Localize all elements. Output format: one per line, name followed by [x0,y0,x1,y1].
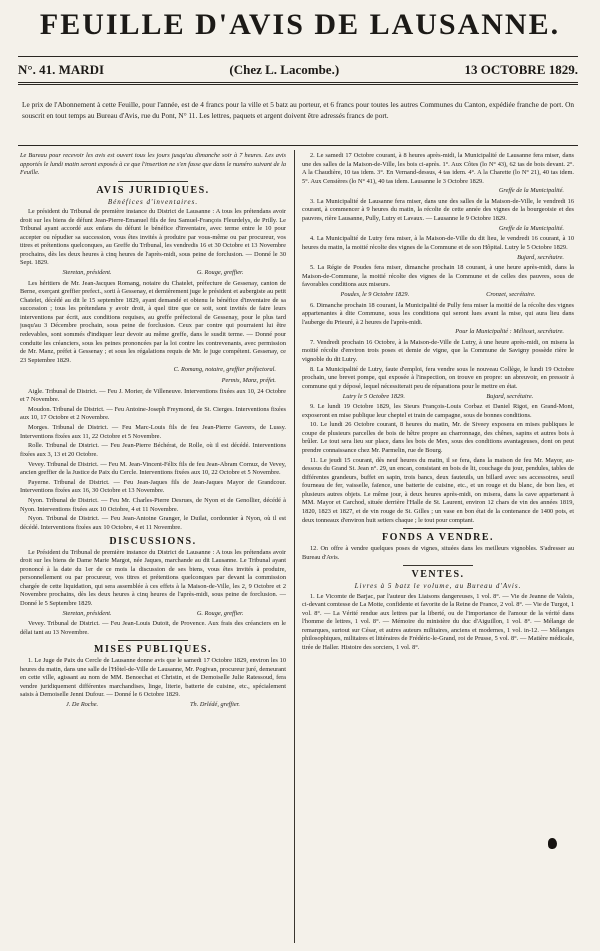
separator [118,640,188,641]
notice-paragraph: 8. La Municipalité de Lutry, faute d'emploi, fera vendre sous le nouveau Collège, le lundi 19 Octobre prochain, une brevet pompe, qui exposée à l'inspection, on trouve en propre: un abreuvoir, en pressoir à commune qui y déposé, lequel nécessiterait peu de réparations pour le mettre en état. [302,365,574,390]
signature-place-date: Poudes, le 9 Octobre 1829. [340,290,410,298]
notice-paragraph: 3. La Municipalité de Lausanne fera miser, dans une des salles de la Maison-de-Ville, le vendredi 16 courant, à commencer à 9 heures du matin, la récolte de cette année des vignes de la bourgeoisie et des pauvres, rière Lausanne, Pully, Lutry et Lavaux. — Lausanne le 9 Octobre 1829. [302,197,574,223]
avis-juridiques-heading: AVIS JURIDIQUES. [96,184,210,196]
mises-publiques-heading: MISES PUBLIQUES. [94,644,212,656]
signature [20,366,286,375]
notice-paragraph: Moudon. Tribunal de District. — Feu Antoine-Joseph Freymond, de St. Cierges. Interventions fixées aux 10, 17 Octobre et 2 Novembre. [20,405,286,422]
signature-president: Steretan, président. [62,609,112,617]
discussions-heading: DISCUSSIONS. [109,535,197,547]
signature [20,377,286,386]
signature-municipalite: Pour la Municipalité : Mélisset, secrétaire. [455,328,564,336]
left-column [20,152,286,945]
signature-president: Steretan, président. [62,269,112,277]
notice-paragraph: Rolle. Tribunal de District. — Feu Jean-Pierre Béchérat, de Rolle, où il est décédé. Interventions fixées aux 3, 13 et 20 Octobre. [20,442,286,458]
masthead-rule-top [18,56,578,57]
right-column [302,152,574,945]
notice-paragraph: Vevey. Tribunal de District. — Feu Jean-Louis Dutoit, de Provence. Aux frais des créanciers en le délai tant au 13 Novembre. [20,620,286,636]
dateline [18,62,578,78]
ventes-subheading: Livres à 5 batz le volume, au Bureau d'Avis. [354,582,522,591]
signature-secretaire: Bujard, secrétaire. [486,392,534,400]
issue-date: 13 OCTOBRE 1829. [464,62,578,77]
publisher: (Chez L. Lacombe.) [229,62,340,77]
notice-paragraph: Aigle. Tribunal de District. — Feu J. Morier, de Villeneuve. Interventions fixées aux 10, 24 Octobre et 7 Novembre. [20,387,286,404]
issue-number: N°. 41. MARDI [18,62,105,77]
signature [302,254,574,263]
notice-paragraph: 2. Le samedi 17 Octobre courant, à 8 heures après-midi, la Municipalité de Lausanne fera miser, dans une des salles de la Maison-de-Ville, les bois ci-après. 1°. Aux Côtes (lo N° 43), 62 tas de bois devant. 2°. A la Chaudière, 10 tas idem. 3°. En Vernand-dessus, 4 tas idem. 4°. A la Charette (lo N° 21), 40 tas idem. 5°. Aux Censières (lo N° 41), 40 tas idem. Lausanne le 3 Octobre 1829. [302,152,574,185]
notice-paragraph: Payerne. Tribunal de District. — Feu Jean-Jaques fils de Jean-Jaques Mayor de Grandcour. Interventions fixées aux 16, 30 Octobre et 13 Novembre. [20,478,286,495]
signature-notaire: C. Romang, notaire, greffier préfectoral. [173,366,276,374]
signature-place-date: Lutry le 5 Octobre 1829. [342,392,405,400]
signature-secretaire: Bujard, secrétaire. [517,253,564,261]
signature-permis: Permis, Manz, préfet. [221,376,276,384]
subscription-notice: Le prix de l'Abonnement à cette Feuille, pour l'année, est de 4 francs pour la ville et 5 batz au porteur, et 6 francs pour toutes les autres Communes du Canton, expédiée franche de port. On souscrit en tout temps au Bureau d'Avis, rue du Pont, N° 11. Les lettres, paquets et argent doivent être adressés francs de port. [22,100,574,120]
notice-paragraph: 4. La Municipalité de Lutry fera miser, à la Maison-de-Ville du dit lieu, le vendredi 16 courant, à 10 heures du matin, la moitié récolte des vignes de la Commune et de son Hôpital. Lutry le 5 Octobre 1829. [302,235,574,251]
notice-paragraph: Le président du Tribunal de première instance du District de Lausanne : A tous les prétendans avoir droit sur les biens de défunt Jean-Pierre-Emanuel fils de feu Samuel-François Fleurdelys, de Prilly. Le Tribunal ayant accordé aux enfans du défunt le bénéfice d'inventaire, avec terme entre le 10 pour accepter ou répudier sa succession, vous êtes invités à produire par vous-même ou par procureur, vos titres et prétentions quelconques, au Greffe du Tribunal, les vendredis 16 et 30 Octobre et 13 Novembre prochains, dès les deux heures à cinq heures de l'après-midi, sous peine de forclusion. — Donné le 30 Sept. 1829. [20,208,286,267]
ink-blot [548,838,557,849]
separator [118,181,188,182]
column-divider [294,150,295,943]
signature [302,291,574,300]
signature-greffe: Greffe de la Municipalité. [498,224,564,232]
masthead-title: FEUILLE D'AVIS DE LAUSANNE. [39,8,561,41]
notice-paragraph: Nyon. Tribunal de District. — Feu Jean-Antoine Granger, le Duilat, cordonnier à Nyon, où il est décédé. Interventions fixées aux 10 Octobre, 4 et 11 Novembre. [20,515,286,532]
fonds-a-vendre-heading: FONDS A VENDRE. [381,532,495,544]
masthead-rule-bottom [18,82,578,85]
notice-paragraph: 9. Le lundi 19 Octobre 1829, les Sieurs François-Louis Corbaz et Daniel Rigot, en Grand-Mont, exposeront en mise publique leur cheptel et train de campagne, sous de bonnes conditions. [302,403,574,419]
signature [20,610,286,619]
notice-paragraph: Les héritiers de Mr. Jean-Jacques Romang, notaire du Chatelet, préfecture de Gessenay, canton de Berne, exerçant greffier prefect., sorti à Gessenay, et dernièrement juge le président et aubergiste au petit Chatelet, décédé au dit le 15 septembre 1829, ayant demandé et obtenu le bénéfice d'inventaire de sa succession ; tous les prétendans y avoir droit, à quel titre que ce soit, sont invités de faire leurs interventions par écrit, aux conditions requises, au greffe préfectoral de Gessenay, pour le plus tard jusqu'au 3 Décembre prochain, sous peine de forclusion. Ceux par contre qui pourraient lui être redevables, sont sommés d'indiquer leur devoir au même greffe, dans le susdit terme. — Donné pour conduite les créanciers, sous les peines prononcées par la loi contre les contrevenants, avec permission de Mr. Manz, préfet à Gessenay ; et sous les régalations requis de Mr. le juge compétent. Gessenay, ce 23 Septembre 1829. [20,279,286,364]
signature [20,701,286,710]
separator [403,528,473,529]
subscription-rule [18,145,578,146]
notice-paragraph: 10. Le lundi 26 Octobre courant, 8 heures du matin, Mr. de Siveey exposera en mises publiques le coupe de plusieurs parcelles de bois de hêtre propre au charronnage, des chênes, sapins et autres bois à brûler. Le tout sera lieu sur place, dans les bois de Mex, sous des conditions avantageuses, dont on peut prendre connaissance chez Mr. Parmelin, rue de Bourg. [302,421,574,454]
benefices-subheading: Bénéfices d'inventaires. [107,197,199,206]
notice-paragraph: Morges. Tribunal de District. — Feu Marc-Louis fils de feu Jean-Pierre Gavrers, de Lussy. Interventions fixées aux 11, 22 Octobre et 5 Novembre. [20,424,286,440]
signature-greffe: Greffe de la Municipalité. [498,187,564,195]
office-notice: Le Bureau pour recevoir les avis est ouvert tous les jours jusqu'au dimanche soir à 7 heures. Les avis apportés le lundi matin seront exposés à ce que l'insertion ne s'en fasse que dans le numéro suivant de la Feuille. [20,152,286,177]
signature [302,328,574,337]
ventes-heading: VENTES. [411,569,465,581]
signature-greffier: G. Rouge, greffier. [196,609,244,617]
signature-greffier: Th. Drlédé, greffier. [190,701,241,709]
notice-paragraph: 1. Le Vicomte de Barjac, par l'auteur des Liaisons dangereuses, 1 vol. 8°. — Vie de Jeanne de Valois, ci-devant comtesse de La Motte, confidente et favorite de la Reine de France, 2 vol. 8°. — Vie de Turgot, 1 vol. 8°. — La Vérité rendue aux lettres par la liberté, ou de l'importance de l'amour de la vérité dans l'homme de lettres, 1 vol. 8°. — Mémoire du ministère du duc d'Aiguillon, 1 vol. 8°. — Mélange de remarques, surtout sur César, et autres auteurs militaires, anciens et modernes, 1 vol. in-12. — Mélanges philosophiques, militaires et littéraires de Frédéric-le-Grand, roi de Prusse, 5 vol. 8°. — Matière médicale, tirée de Haller. Histoire des sorciers, 1 vol. 8°. [302,592,574,652]
notice-paragraph: 5. La Régie de Poudes fera miser, dimanche prochain 18 courant, à une heure après-midi, dans la Maison-de-Commune, la moitié récolte des vignes de la Commune et de celles des pauvres, sous de favorables conditions aux miseurs. [302,264,574,289]
separator [403,565,473,566]
notice-paragraph: 12. On offre à vendre quelques poses de vignes, situées dans les meilleurs vignobles. S'adresser au Bureau d'Avis. [302,545,574,561]
signature-secretaire: Cronzet, secrétaire. [486,290,536,298]
signature-greffier: G. Rouge, greffier. [196,269,244,277]
notice-paragraph: 11. Le jeudi 15 courant, dès neuf heures du matin, il se fera, dans la maison de feu Mr. Mayor, au-dessous du Grand St. Jean n°. 29, un encan, consistant en bois de lit, couchage du jour, pendules, tables de différentes grandeurs, buffet en sapin, trois bancs, deux fauteuils, un billard avec ses accessoires, seuil fourneau de fer, vaisselle, faïence, une batterie de cuisine, etc., et un rouge et du blanc, de bon lies, et plusieurs autres objets. Le même jour, à deux heures après-midi, on misera, dans la cave appartenant à MM. Mayor et Carchod, située derrière l'Halle de St. Laurent, environ 12 chars de vin des années 1819, 1820, 1823 et 1827, et de vin rouge de St. Gilles ; un vase en bon état de la contenance de 1400 pots, et deux tonneaux d'environ huit setiers chaque ; le tout pour comptant. [302,456,574,524]
signature [302,393,574,402]
notice-paragraph: 1. Le Juge de Paix du Cercle de Lausanne donne avis que le samedi 17 Octobre 1829, environ les 10 heures du matin, dans une salle de l'Hôtel-de-Ville de Lausanne, Mr. Pogivan, procureur juré, demeurant en cette ville, agissant au nom de MM. Benoechat et Christin, et de Demoiselle Julie Ratessoud, fera vendre juridiquement différentes marchandises, linge, literie, batterie de cuisine, etc., spécialement saisis à Demoiselle Jenni Dufour. — Donné le 6 Octobre 1829. [20,657,286,699]
signature [302,187,574,196]
signature [302,225,574,234]
notice-paragraph: Vevey. Tribunal de District. — Feu M. Jean-Vincent-Félix fils de feu Jean-Abram Cornuz, de Vevey, ancien greffier de la Justice de Paix du Cercle. Interventions fixées aux 10, 22 Octobre et 5 Novembre. [20,460,286,477]
notice-paragraph: 7. Vendredi prochain 16 Octobre, à la Maison-de-Ville de Lutry, à une heure après-midi, on misera la moitié récolte d'environ trois poses et demie de vigne, que la Commune de Savigny possède rière le vignoble du dit Lutry. [302,338,574,363]
notice-paragraph: Nyon. Tribunal de District. — Feu Mr. Charles-Pierre Desrues, de Nyon et de Genollier, décédé à Nyon. Interventions fixées aux 10 Octobre, 4 et 11 Novembre. [20,497,286,513]
signature [20,269,286,278]
signature-juge: J. De Roche. [65,701,99,709]
notice-paragraph: Le Président du Tribunal de première instance du District de Lausanne : A tous les prétendans avoir droit sur les biens de Dame Marie Margot, née Jaques, marchande au dit Lausanne. Le Tribunal ayant prononcé à la date du 1er de ce mois la discussion de ses biens, vous êtes invités à produire, personnellement ou par procureur, vos titres et prétentions quelconques par devant la commission chargée de cette liquidation, qui sera assemblée à ces effets à la Maison-de-Ville, les 2, 9 Octobre et 2 Novembre prochains, dès les deux heures à cinq heures de l'après-midi, sous peine de forclusion. — Donné le 5 Septembre 1829. [20,548,286,607]
notice-paragraph: 6. Dimanche prochain 18 courant, la Municipalité de Pully fera miser la moitié de la récolte des vignes appartenantes à dite Commune, sous les conditions qui seront lues avant la mise, qui aura lieu dans l'auberge du Prieuré, à 2 heures de l'après-midi. [302,301,574,326]
